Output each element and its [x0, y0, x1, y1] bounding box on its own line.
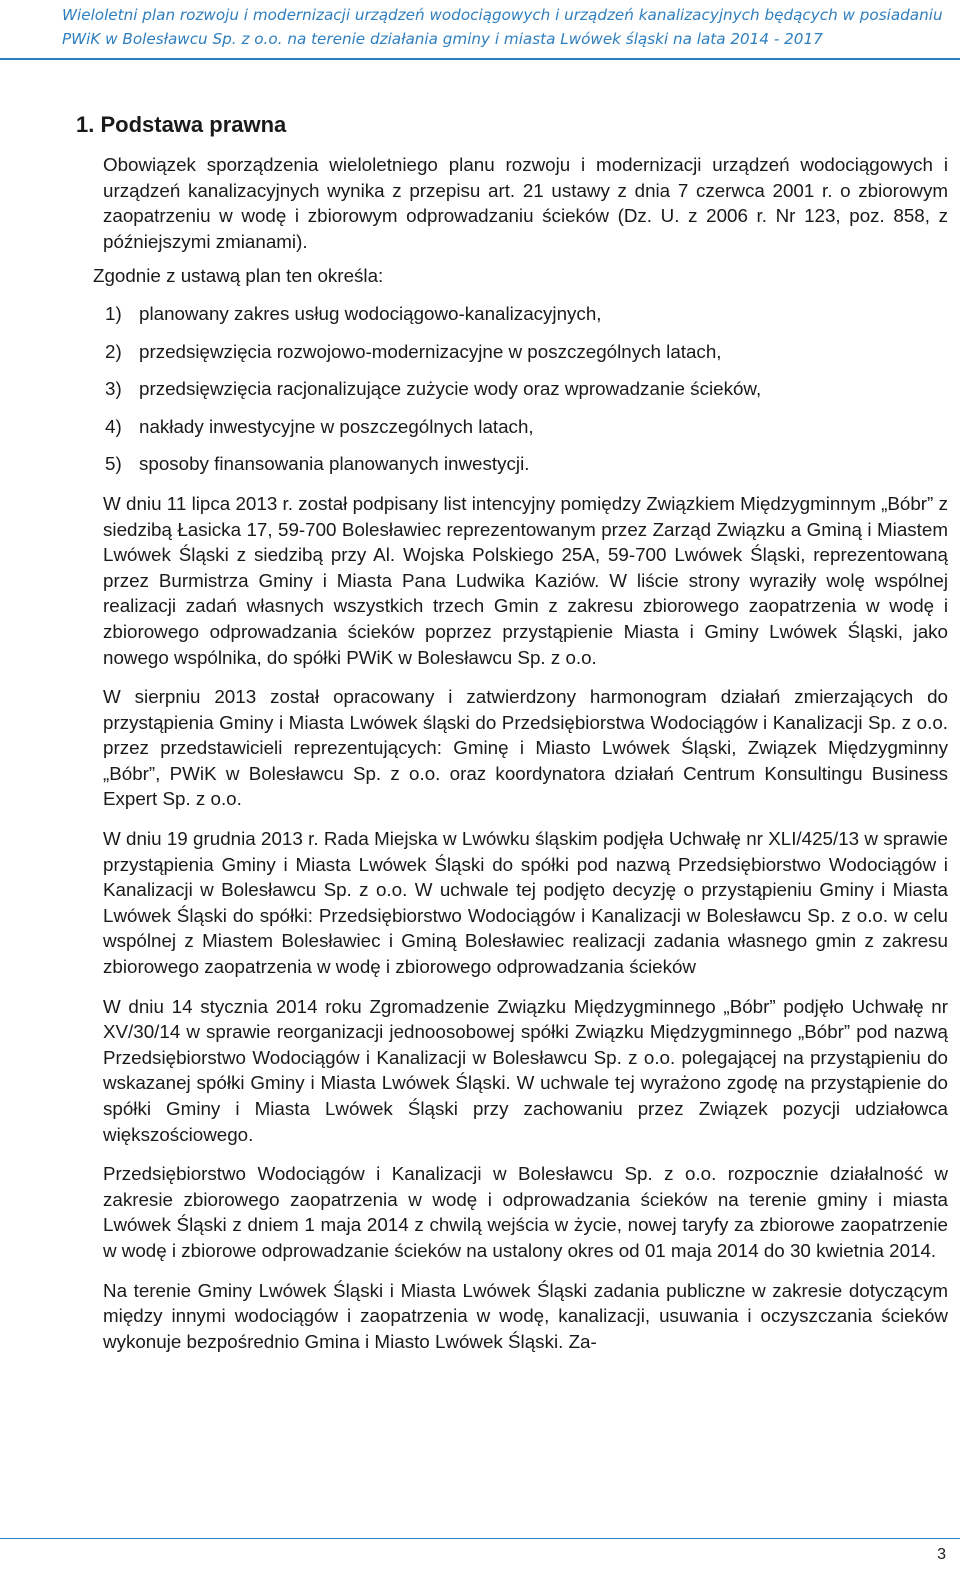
list-item: [105, 376, 948, 402]
list-item: [105, 451, 948, 477]
list-item-text: planowany zakres usług wodociągowo-kanalizacyjnych,: [139, 302, 602, 324]
list-item-number: 1): [105, 302, 122, 324]
plan-scope-list: [105, 301, 948, 477]
header-line-1: Wieloletni plan rozwoju i modernizacji urządzeń wodociągowych i urządzeń kanalizacyjnych będących w posiadaniu: [62, 6, 943, 24]
list-item-number: 5): [105, 453, 122, 475]
section-content: [93, 152, 948, 289]
running-header: [0, 0, 960, 58]
footer-rule: [0, 1538, 960, 1539]
page-number: 3: [937, 1546, 946, 1563]
paragraph-operations-start: Przedsiębiorstwo Wodociągów i Kanalizacji w Bolesławcu Sp. z o.o. rozpocznie działalność w zakresie zbiorowego zaopatrzenia w wodę i odprowadzania ścieków na terenie gminy i miasta Lwówek Śląski z dniem 1 maja 2014 z chwilą wejścia w życie, nowej taryfy za zbiorowe zaopatrzenie w wodę i zbiorowe odprowadzanie ścieków na ustalony okres od 01 maja 2014 do 30 kwietnia 2014.: [103, 1163, 948, 1261]
header-rule: [0, 58, 960, 60]
paragraph-schedule: W sierpniu 2013 został opracowany i zatwierdzony harmonogram działań zmierzających do przystąpienia Gminy i Miasta Lwówek śląski do Przedsiębiorstwa Wodociągów i Kanalizacji Sp. z o.o. przez przedstawicieli reprezentujących: Gminę i Miasto Lwówek Śląski, Związek Międzygminny „Bóbr”, PWiK w Bolesławcu Sp. z o.o. oraz koordynatora działań Centrum Konsultingu Business Expert Sp. z o.o.: [103, 686, 948, 810]
paragraph-council-resolution: W dniu 19 grudnia 2013 r. Rada Miejska w Lwówku śląskim podjęła Uchwałę nr XLI/425/13 w sprawie przystąpienia Gminy i Miasta Lwówek Śląski do spółki pod nazwą Przedsiębiorstwo Wodociągów i Kanalizacji w Bolesławcu Sp. z o.o. W uchwale tej podjęto decyzję o przystąpieniu Gminy i Miasta Lwówek Śląski do spółki: Przedsiębiorstwo Wodociągów i Kanalizacji w Bolesławcu Sp. z o.o. w celu wspólnej z Miastem Bolesławiec i Gminą Bolesławiec realizacji zadania własnego gmin z zakresu zbiorowego zaopatrzenia w wodę i zbiorowego odprowadzania ścieków: [103, 828, 948, 978]
list-item-text: sposoby finansowania planowanych inwestycji.: [139, 453, 530, 475]
paragraph-assembly-resolution: W dniu 14 stycznia 2014 roku Zgromadzenie Związku Międzygminnego „Bóbr” podjęło Uchwałę nr XV/30/14 w sprawie reorganizacji jednoosobowej spółki Związku Międzygminnego „Bóbr” pod nazwą Przedsiębiorstwo Wodociągów i Kanalizacji w Bolesławcu Sp. z o.o. polegającej na przystąpieniu do wskazanej spółki Gminy i Miasta Lwówek Śląski. W uchwale tej wyrażono zgodę na przystąpienie do spółki Gminy i Miasta Lwówek Śląski przy zachowaniu przez Związek pozycji udziałowca większościowego.: [103, 995, 948, 1145]
list-item-text: nakłady inwestycyjne w poszczególnych latach,: [139, 415, 534, 437]
list-lead: Zgodnie z ustawą plan ten określa:: [93, 265, 384, 287]
page-footer: [0, 1538, 960, 1570]
header-line-2: PWiK w Bolesławcu Sp. z o.o. na terenie działania gminy i miasta Lwówek śląski na lata 2014 - 2017: [62, 30, 823, 48]
paragraph-public-tasks: Na terenie Gminy Lwówek Śląski i Miasta Lwówek Śląski zadania publiczne w zakresie dotyczącym między innymi wodociągów i zaopatrzenia w wodę, kanalizacji, usuwania i oczyszczania ścieków wykonuje bezpośrednio Gmina i Miasto Lwówek Śląski. Za-: [103, 1279, 948, 1352]
intro-paragraph: Obowiązek sporządzenia wieloletniego planu rozwoju i modernizacji urządzeń wodociągowych i urządzeń kanalizacyjnych wynika z przepisu art. 21 ustawy z dnia 7 czerwca 2001 r. o zbiorowym zaopatrzeniu w wodę i zbiorowym odprowadzaniu ścieków (Dz. U. z 2006 r. Nr 123, poz. 858, z późniejszymi zmianami).: [103, 154, 948, 252]
document-body: [76, 112, 948, 1354]
paragraph-letter-of-intent: W dniu 11 lipca 2013 r. został podpisany list intencyjny pomiędzy Związkiem Międzygminnym „Bóbr” z siedzibą Łasicka 17, 59-700 Bolesławiec reprezentowanym przez Zarząd Związku a Gminą i Miastem Lwówek Śląski z siedzibą przy Al. Wojska Polskiego 25A, 59-700 Lwówek Śląski, reprezentowaną przez Burmistrza Gminy i Miasta Pana Ludwika Kaziów. W liście strony wyraziły wolę wspólnej realizacji zadań własnych wszystkich trzech Gmin z zakresu zbiorowego zaopatrzenia w wodę i zbiorowego odprowadzania ścieków poprzez przystąpienie Miasta i Gminy Lwówek Śląski, jako nowego wspólnika, do spółki PWiK w Bolesławcu Sp. z o.o.: [103, 492, 948, 668]
list-item-number: 3): [105, 378, 122, 400]
list-item-number: 2): [105, 340, 122, 362]
list-item-number: 4): [105, 415, 122, 437]
list-item-text: przedsięwzięcia rozwojowo-modernizacyjne w poszczególnych latach,: [139, 340, 722, 362]
list-item: [105, 339, 948, 365]
list-item-text: przedsięwzięcia racjonalizujące zużycie wody oraz wprowadzanie ścieków,: [139, 378, 762, 400]
list-item: [105, 301, 948, 327]
list-item: [105, 414, 948, 440]
section-title: 1. Podstawa prawna: [76, 112, 287, 137]
